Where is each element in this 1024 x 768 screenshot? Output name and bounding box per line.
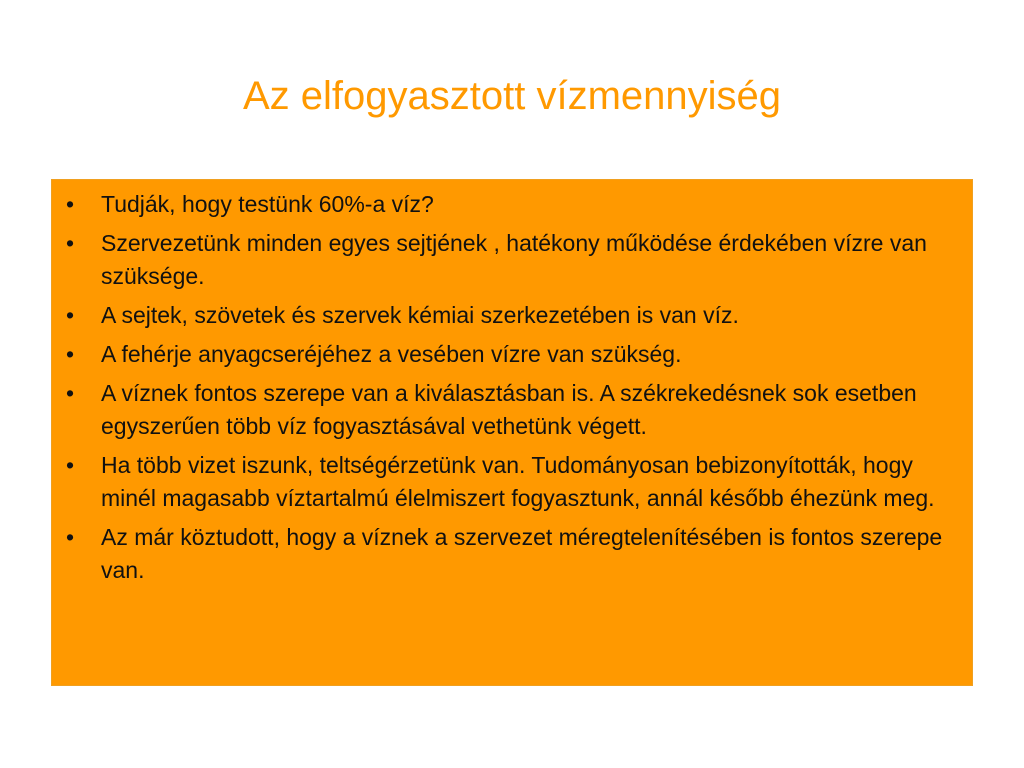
bullet-icon: • xyxy=(66,341,75,367)
bullet-item xyxy=(66,449,956,515)
bullet-text: Az már köztudott, hogy a víznek a szervezet méregtelenítésében is fontos szerepe van. xyxy=(101,524,943,583)
bullet-text: A sejtek, szövetek és szervek kémiai szerkezetében is van víz. xyxy=(101,302,739,328)
bullet-item xyxy=(66,338,956,371)
bullet-icon: • xyxy=(66,230,75,256)
bullet-icon: • xyxy=(66,380,75,406)
bullet-item xyxy=(66,227,956,293)
bullet-icon: • xyxy=(66,524,75,550)
bullet-text: Ha több vizet iszunk, teltségérzetünk van. Tudományosan bebizonyították, hogy minél magasabb víztartalmú élelmiszert fogyasztunk, annál később éhezünk meg. xyxy=(101,452,935,511)
bullet-text: A fehérje anyagcseréjéhez a vesében vízre van szükség. xyxy=(101,341,682,367)
slide-title: Az elfogyasztott vízmennyiség xyxy=(242,74,782,118)
bullet-item xyxy=(66,188,956,221)
content-box xyxy=(51,179,973,686)
bullet-item xyxy=(66,377,956,443)
bullet-icon: • xyxy=(66,452,75,478)
bullet-icon: • xyxy=(66,191,75,217)
bullet-text: Szervezetünk minden egyes sejtjének , hatékony működése érdekében vízre van szüksége. xyxy=(101,230,927,289)
bullet-text: A víznek fontos szerepe van a kiválasztásban is. A székrekedésnek sok esetben egyszerűen több víz fogyasztásával vethetünk végett. xyxy=(101,380,917,439)
bullet-text: Tudják, hogy testünk 60%-a víz? xyxy=(101,191,434,217)
bullet-item xyxy=(66,299,956,332)
bullet-list xyxy=(52,180,972,587)
bullet-item xyxy=(66,521,956,587)
bullet-icon: • xyxy=(66,302,75,328)
